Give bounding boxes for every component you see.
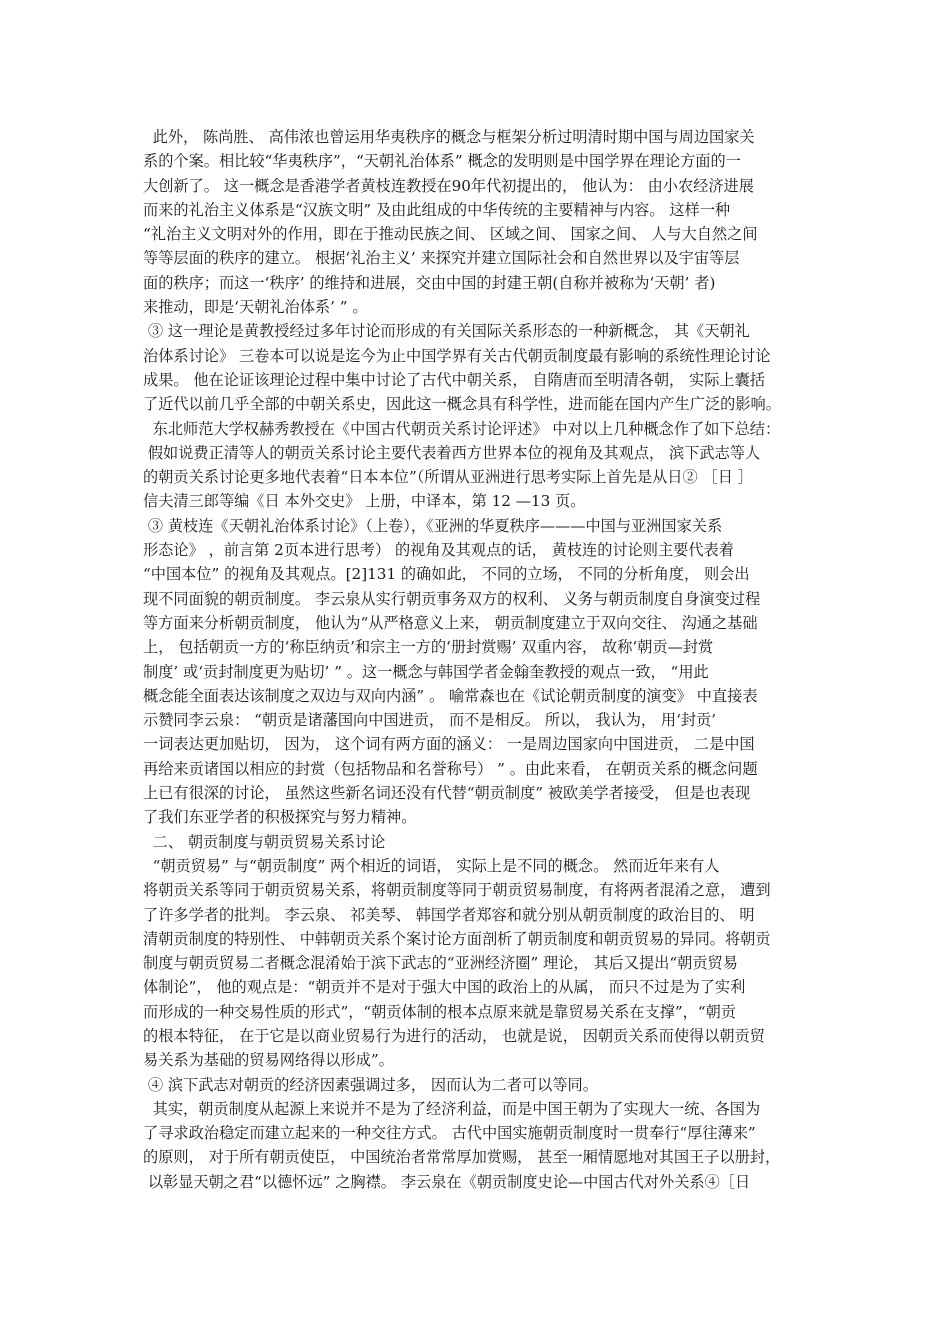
text-line: 面的秩序；而这一‘秩序’ 的维持和进展，交由中国的封建王朝(自称并被称为‘天朝’ 者) bbox=[143, 273, 716, 292]
text-line: “礼治主义文明对外的作用，即在于推动民族之间、 区域之间、 国家之间、 人与大自然之间 bbox=[143, 225, 758, 244]
text-line: 东北师范大学权赫秀教授在《中国古代朝贡关系讨论评述》 中对以上几种概念作了如下总结： bbox=[143, 419, 781, 438]
text-line: 了寻求政治稳定而建立起来的一种交往方式。 古代中国实施朝贡制度时一贯奉行“厚往薄来” bbox=[143, 1124, 756, 1143]
text-line: 大创新了。 这一概念是香港学者黄枝连教授在90年代初提出的， 他认为： 由小农经济进展 bbox=[143, 176, 754, 195]
body-text bbox=[143, 125, 811, 1194]
text-line: 以彰显天朝之君“以德怀远” 之胸襟。 李云泉在《朝贡制度史论—中国古代对外关系④［日 bbox=[143, 1172, 751, 1191]
text-line: 易关系为基础的贸易网络得以形成”。 bbox=[143, 1051, 394, 1070]
text-line: 制度与朝贡贸易二者概念混淆始于滨下武志的“亚洲经济圈” 理论， 其后又提出“朝贡贸易 bbox=[143, 954, 738, 973]
text-line: 来推动，即是‘天朝礼治体系’ ” 。 bbox=[143, 298, 368, 317]
text-line: 上， 包括朝贡一方的‘称臣纳贡’和宗主一方的‘册封赏赐’ 双重内容， 故称‘朝贡—封赏 bbox=[143, 638, 714, 657]
text-line: 信夫清三郎等编《日 本外交史》 上册，中译本，第 12 —13 页。 bbox=[143, 492, 586, 511]
text-line: “中国本位” 的视角及其观点。[2]131 的确如此， 不同的立场， 不同的分析角度， 则会出 bbox=[143, 565, 750, 584]
text-line: 的根本特征， 在于它是以商业贸易行为进行的活动， 也就是说， 因朝贡关系而使得以朝贡贸 bbox=[143, 1026, 765, 1045]
text-line: 了近代以前几乎全部的中朝关系史，因此这一概念具有科学性，进而能在国内产生广泛的影响。 bbox=[143, 395, 781, 414]
text-line: 的朝贡关系讨论更多地代表着“日本本位”（所谓从亚洲进行思考实际上首先是从日② ［日 ］ bbox=[143, 468, 753, 487]
text-line: ③ 这一理论是黄教授经过多年讨论而形成的有关国际关系形态的一种新概念， 其《天朝礼 bbox=[143, 322, 750, 341]
text-line: 而形成的一种交易性质的形式”，“朝贡体制的根本点原来就是靠贸易关系在支撑”，“朝贡 bbox=[143, 1002, 736, 1021]
text-line: 现不同面貌的朝贡制度。 李云泉从实行朝贡事务双方的权利、 义务与朝贡制度自身演变过程 bbox=[143, 589, 761, 608]
text-line: 概念能全面表达该制度之双边与双向内涵” 。 喻常森也在《试论朝贡制度的演变》 中直接表 bbox=[143, 686, 758, 705]
text-line: 了许多学者的批判。 李云泉、 祁美琴、 韩国学者郑容和就分别从朝贡制度的政治目的、 明 bbox=[143, 905, 755, 924]
text-line: ④ 滨下武志对朝贡的经济因素强调过多， 因而认为二者可以等同。 bbox=[143, 1075, 598, 1094]
text-line: 制度’ 或‘贡封制度更为贴切’ ” 。这一概念与韩国学者金翰奎教授的观点一致， “用此 bbox=[143, 662, 709, 681]
text-line: 治体系讨论》 三卷本可以说是迄今为止中国学界有关古代朝贡制度最有影响的系统性理论讨论 bbox=[143, 346, 771, 365]
text-line: 了我们东亚学者的积极探究与努力精神。 bbox=[143, 808, 417, 827]
text-line: 形态论》 ，前言第 2页本进行思考） 的视角及其观点的话， 黄枝连的讨论则主要代表着 bbox=[143, 541, 734, 560]
text-line: 假如说费正清等人的朝贡关系讨论主要代表着西方世界本位的视角及其观点， 滨下武志等人 bbox=[143, 443, 761, 462]
text-line: 清朝贡制度的特别性、 中韩朝贡关系个案讨论方面剖析了朝贡制度和朝贡贸易的异同。将朝贡 bbox=[143, 929, 771, 948]
text-line: 体制论”， 他的观点是：“朝贡并不是对于强大中国的政治上的从属， 而只不过是为了实利 bbox=[143, 978, 746, 997]
text-line: ③ 黄枝连《天朝礼治体系讨论》（上卷），《亚洲的华夏秩序———中国与亚洲国家关系 bbox=[143, 516, 723, 535]
text-line: 二、 朝贡制度与朝贡贸易关系讨论 bbox=[143, 832, 386, 851]
text-line: 系的个案。相比较“华夷秩序”，“天朝礼治体系” 概念的发明则是中国学界在理论方面的一 bbox=[143, 152, 741, 171]
text-line: “朝贡贸易” 与“朝贡制度” 两个相近的词语， 实际上是不同的概念。 然而近年来有人 bbox=[143, 856, 720, 875]
text-line: 成果。 他在论证该理论过程中集中讨论了古代中朝关系， 自隋唐而至明清各朝， 实际上囊括 bbox=[143, 370, 765, 389]
text-line: 示赞同李云泉： “朝贡是诸藩国向中国进贡， 而不是相反。 所以， 我认为， 用‘封贡’ bbox=[143, 711, 717, 730]
text-line: 将朝贡关系等同于朝贡贸易关系，将朝贡制度等同于朝贡贸易制度，有将两者混淆之意， 遭到 bbox=[143, 881, 771, 900]
text-line: 其实，朝贡制度从起源上来说并不是为了经济利益，而是中国王朝为了实现大一统、各国为 bbox=[143, 1099, 761, 1118]
text-line: 的原则， 对于所有朝贡使臣， 中国统治者常常厚加赏赐， 甚至一厢情愿地对其国王子以册封， bbox=[143, 1148, 781, 1167]
text-line: 此外， 陈尚胜、 高伟浓也曾运用华夷秩序的概念与框架分析过明清时期中国与周边国家关 bbox=[143, 128, 755, 146]
text-line: 等等层面的秩序的建立。 根据‘礼治主义’ 来探究并建立国际社会和自然世界以及宇宙等层 bbox=[143, 249, 740, 268]
text-line: 再给来贡诸国以相应的封赏（包括物品和名誉称号） ” 。由此来看， 在朝贡关系的概念问题 bbox=[143, 759, 758, 778]
text-line: 而来的礼治主义体系是“汉族文明” 及由此组成的中华传统的主要精神与内容。 这样一种 bbox=[143, 200, 731, 219]
text-line: 上已有很深的讨论， 虽然这些新名词还没有代替“朝贡制度” 被欧美学者接受， 但是也表现 bbox=[143, 784, 751, 803]
text-line: 一词表达更加贴切， 因为， 这个词有两方面的涵义： 一是周边国家向中国进贡， 二是中国 bbox=[143, 735, 755, 754]
text-line: 等方面来分析朝贡制度， 他认为“从严格意义上来， 朝贡制度建立于双向交往、 沟通之基础 bbox=[143, 613, 758, 632]
